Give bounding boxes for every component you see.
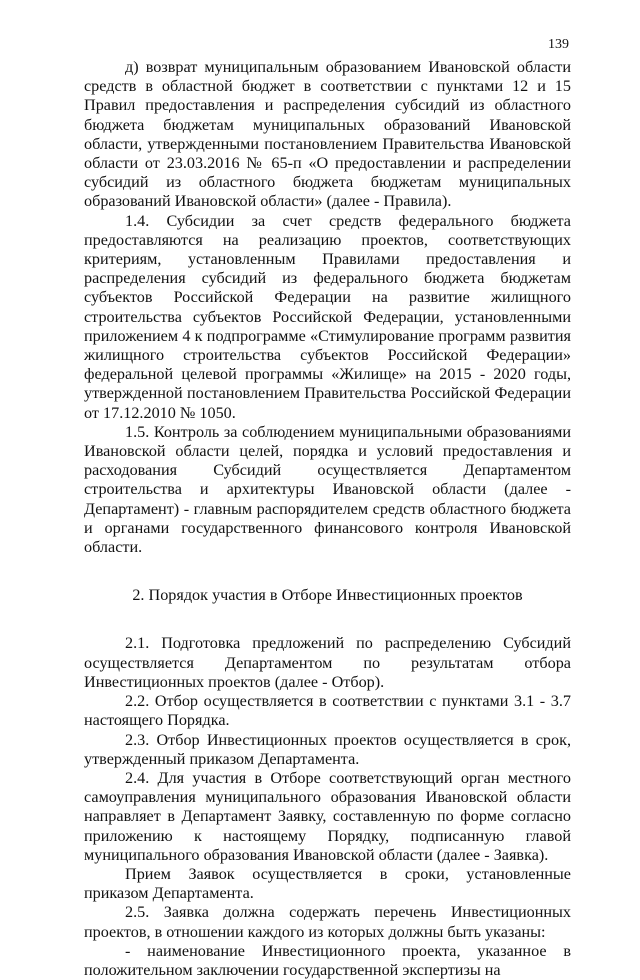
paragraph-application-deadline: Прием Заявок осуществляется в сроки, установленные приказом Департамента. (84, 864, 571, 903)
section-heading: 2. Порядок участия в Отборе Инвестиционных проектов (132, 586, 523, 605)
paragraph-2-3: 2.3. Отбор Инвестиционных проектов осуществляется в срок, утвержденный приказом Департамента. (84, 730, 571, 768)
list-item-project-name: - наименование Инвестиционного проекта, указанное в положительном заключении государственной экспертизы на (84, 941, 571, 979)
paragraph-item-d: д) возврат муниципальным образованием Ивановской области средств в областной бюджет в соответствии с пунктами 12 и 15 Правил предоставления и распределения субсидий из областного бюджета бюджетам муниципальных образований Ивановской области, утвержденными постановлением Правительства Ивановской области от 23.03.2016 № 65-п «О предоставлении и распределении субсидий из областного бюджета бюджетам муниципальных образований Ивановской области» (далее - Правила). (84, 58, 571, 211)
document-body (84, 58, 571, 980)
paragraph-2-4: 2.4. Для участия в Отборе соответствующий орган местного самоуправления муниципального образования Ивановской области направляет в Департамент Заявку, составленную по форме согласно приложению к настоящему Порядку, подписанную главой муниципального образования Ивановской области (далее - Заявка). (84, 768, 571, 864)
page-number: 139 (548, 37, 569, 52)
paragraph-2-5: 2.5. Заявка должна содержать перечень Инвестиционных проектов, в отношении каждого из которых должны быть указаны: (84, 903, 571, 941)
paragraph-1-4: 1.4. Субсидии за счет средств федерального бюджета предоставляются на реализацию проектов, соответствующих критериям, установленным Правилами предоставления и распределения субсидий из федерального бюджета бюджетам субъектов Российской Федерации на развитие жилищного строительства субъектов Российской Федерации, установленными приложением 4 к подпрограмме «Стимулирование программ развития жилищного строительства субъектов Российской Федерации» федеральной целевой программы «Жилище» на 2015 - 2020 годы, утвержденной постановлением Правительства Российской Федерации от 17.12.2010 № 1050. (84, 211, 571, 422)
paragraph-2-1: 2.1. Подготовка предложений по распределению Субсидий осуществляется Департаментом по результатам отбора Инвестиционных проектов (далее - Отбор). (84, 634, 571, 691)
paragraph-2-2: 2.2. Отбор осуществляется в соответствии с пунктами 3.1 - 3.7 настоящего Порядка. (84, 692, 571, 730)
paragraph-1-5: 1.5. Контроль за соблюдением муниципальными образованиями Ивановской области целей, порядка и условий предоставления и расходования Субсидий осуществляется Департаментом строительства и архитектуры Ивановской области (далее - Департамент) - главным распорядителем средств областного бюджета и органами государственного финансового контроля Ивановской области. (84, 422, 571, 557)
